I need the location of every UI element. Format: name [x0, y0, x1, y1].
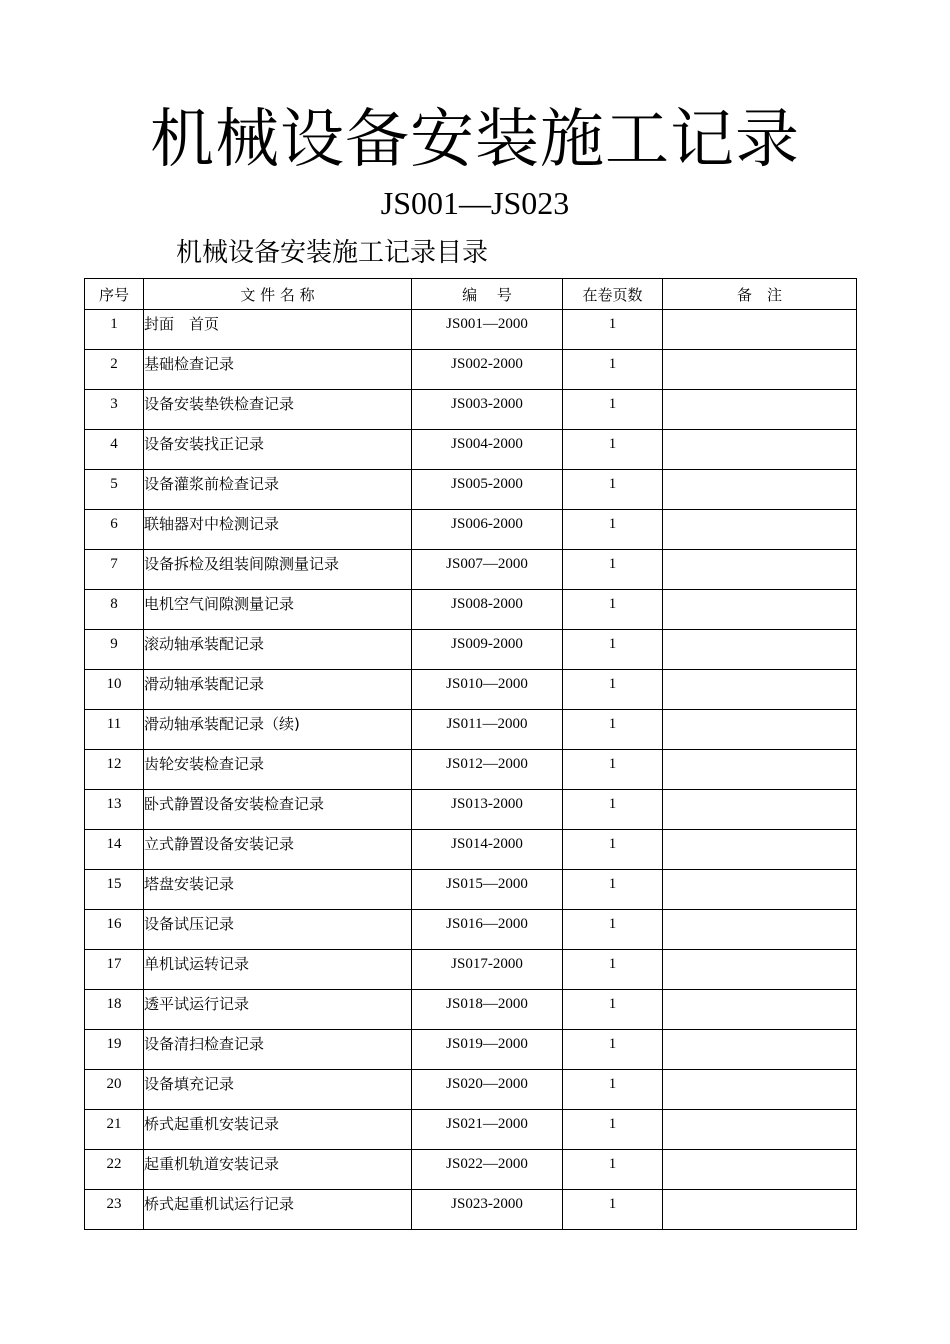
row-note [663, 910, 857, 950]
row-pages: 1 [563, 1150, 663, 1190]
row-index: 18 [85, 990, 144, 1030]
table-row [85, 630, 857, 670]
row-pages: 1 [563, 550, 663, 590]
code-range: JS001—JS023 [380, 185, 570, 221]
row-index: 22 [85, 1150, 144, 1190]
table-body [85, 310, 857, 1230]
row-code: JS010—2000 [412, 670, 563, 710]
table-row [85, 790, 857, 830]
row-note [663, 1070, 857, 1110]
row-note [663, 430, 857, 470]
row-pages: 1 [563, 830, 663, 870]
row-code: JS019—2000 [412, 1030, 563, 1070]
row-note [663, 710, 857, 750]
row-code: JS006-2000 [412, 510, 563, 550]
row-note [663, 1030, 857, 1070]
row-pages: 1 [563, 870, 663, 910]
row-note [663, 630, 857, 670]
table-row [85, 550, 857, 590]
row-code: JS014-2000 [412, 830, 563, 870]
row-name: 滑动轴承装配记录（续) [144, 710, 412, 750]
row-index: 15 [85, 870, 144, 910]
row-code: JS023-2000 [412, 1190, 563, 1230]
row-index: 6 [85, 510, 144, 550]
row-name: 设备填充记录 [144, 1070, 412, 1110]
row-code: JS012—2000 [412, 750, 563, 790]
row-name: 透平试运行记录 [144, 990, 412, 1030]
table-row [85, 1070, 857, 1110]
header-code: 编 号 [412, 279, 563, 310]
table-row [85, 670, 857, 710]
row-note [663, 550, 857, 590]
row-pages: 1 [563, 310, 663, 350]
table-row [85, 750, 857, 790]
row-code: JS020—2000 [412, 1070, 563, 1110]
row-name: 设备灌浆前检查记录 [144, 470, 412, 510]
row-note [663, 590, 857, 630]
row-index: 11 [85, 710, 144, 750]
row-pages: 1 [563, 1110, 663, 1150]
row-index: 16 [85, 910, 144, 950]
table-header-row [85, 279, 857, 310]
table-row [85, 390, 857, 430]
row-pages: 1 [563, 990, 663, 1030]
row-note [663, 390, 857, 430]
row-name: 塔盘安装记录 [144, 870, 412, 910]
row-pages: 1 [563, 1030, 663, 1070]
row-index: 5 [85, 470, 144, 510]
row-code: JS007—2000 [412, 550, 563, 590]
row-name: 桥式起重机试运行记录 [144, 1190, 412, 1230]
row-index: 20 [85, 1070, 144, 1110]
row-index: 3 [85, 390, 144, 430]
row-name: 滑动轴承装配记录 [144, 670, 412, 710]
table-row [85, 310, 857, 350]
document-title: 机械设备安装施工记录 [150, 103, 800, 177]
table-row [85, 470, 857, 510]
row-pages: 1 [563, 790, 663, 830]
row-code: JS022—2000 [412, 1150, 563, 1190]
row-index: 4 [85, 430, 144, 470]
table-row [85, 510, 857, 550]
row-pages: 1 [563, 630, 663, 670]
row-note [663, 830, 857, 870]
row-name: 立式静置设备安装记录 [144, 830, 412, 870]
row-note [663, 350, 857, 390]
table-row [85, 950, 857, 990]
table-row [85, 1150, 857, 1190]
row-code: JS013-2000 [412, 790, 563, 830]
row-name: 卧式静置设备安装检查记录 [144, 790, 412, 830]
row-pages: 1 [563, 350, 663, 390]
table-row [85, 1190, 857, 1230]
table-row [85, 710, 857, 750]
row-note [663, 470, 857, 510]
header-pages: 在卷页数 [563, 279, 663, 310]
row-code: JS021—2000 [412, 1110, 563, 1150]
row-index: 19 [85, 1030, 144, 1070]
row-name: 设备试压记录 [144, 910, 412, 950]
table-row [85, 990, 857, 1030]
row-pages: 1 [563, 710, 663, 750]
table-row [85, 1110, 857, 1150]
row-note [663, 950, 857, 990]
row-index: 8 [85, 590, 144, 630]
row-pages: 1 [563, 950, 663, 990]
row-index: 21 [85, 1110, 144, 1150]
table-row [85, 830, 857, 870]
row-name: 联轴器对中检测记录 [144, 510, 412, 550]
row-code: JS017-2000 [412, 950, 563, 990]
header-note: 备 注 [663, 279, 857, 310]
row-name: 滚动轴承装配记录 [144, 630, 412, 670]
row-index: 12 [85, 750, 144, 790]
row-code: JS015—2000 [412, 870, 563, 910]
row-code: JS003-2000 [412, 390, 563, 430]
row-name: 设备拆检及组装间隙测量记录 [144, 550, 412, 590]
row-name: 设备清扫检查记录 [144, 1030, 412, 1070]
row-code: JS005-2000 [412, 470, 563, 510]
row-note [663, 670, 857, 710]
row-pages: 1 [563, 590, 663, 630]
row-index: 10 [85, 670, 144, 710]
row-index: 23 [85, 1190, 144, 1230]
row-code: JS011—2000 [412, 710, 563, 750]
row-index: 1 [85, 310, 144, 350]
row-name: 设备安装垫铁检查记录 [144, 390, 412, 430]
table-row [85, 870, 857, 910]
row-note [663, 1150, 857, 1190]
row-pages: 1 [563, 910, 663, 950]
row-pages: 1 [563, 750, 663, 790]
row-name: 封面 首页 [144, 310, 412, 350]
row-index: 14 [85, 830, 144, 870]
row-code: JS009-2000 [412, 630, 563, 670]
row-name: 基础检查记录 [144, 350, 412, 390]
row-code: JS008-2000 [412, 590, 563, 630]
row-code: JS016—2000 [412, 910, 563, 950]
record-index-table [84, 278, 857, 1230]
index-subtitle: 机械设备安装施工记录目录 [176, 238, 489, 268]
row-code: JS001—2000 [412, 310, 563, 350]
row-pages: 1 [563, 1190, 663, 1230]
table-row [85, 430, 857, 470]
row-name: 单机试运转记录 [144, 950, 412, 990]
row-name: 起重机轨道安装记录 [144, 1150, 412, 1190]
row-pages: 1 [563, 510, 663, 550]
row-pages: 1 [563, 430, 663, 470]
row-code: JS004-2000 [412, 430, 563, 470]
table-row [85, 350, 857, 390]
row-index: 17 [85, 950, 144, 990]
row-note [663, 310, 857, 350]
row-note [663, 1110, 857, 1150]
row-index: 2 [85, 350, 144, 390]
row-index: 13 [85, 790, 144, 830]
row-note [663, 1190, 857, 1230]
row-pages: 1 [563, 1070, 663, 1110]
row-pages: 1 [563, 670, 663, 710]
row-pages: 1 [563, 470, 663, 510]
row-name: 设备安装找正记录 [144, 430, 412, 470]
row-pages: 1 [563, 390, 663, 430]
row-name: 桥式起重机安装记录 [144, 1110, 412, 1150]
row-name: 电机空气间隙测量记录 [144, 590, 412, 630]
header-name: 文 件 名 称 [144, 279, 412, 310]
table-row [85, 910, 857, 950]
table-row [85, 590, 857, 630]
row-note [663, 990, 857, 1030]
row-note [663, 790, 857, 830]
row-index: 7 [85, 550, 144, 590]
header-index: 序号 [85, 279, 144, 310]
row-note [663, 510, 857, 550]
row-code: JS002-2000 [412, 350, 563, 390]
row-index: 9 [85, 630, 144, 670]
row-code: JS018—2000 [412, 990, 563, 1030]
table-row [85, 1030, 857, 1070]
row-name: 齿轮安装检查记录 [144, 750, 412, 790]
row-note [663, 750, 857, 790]
row-note [663, 870, 857, 910]
